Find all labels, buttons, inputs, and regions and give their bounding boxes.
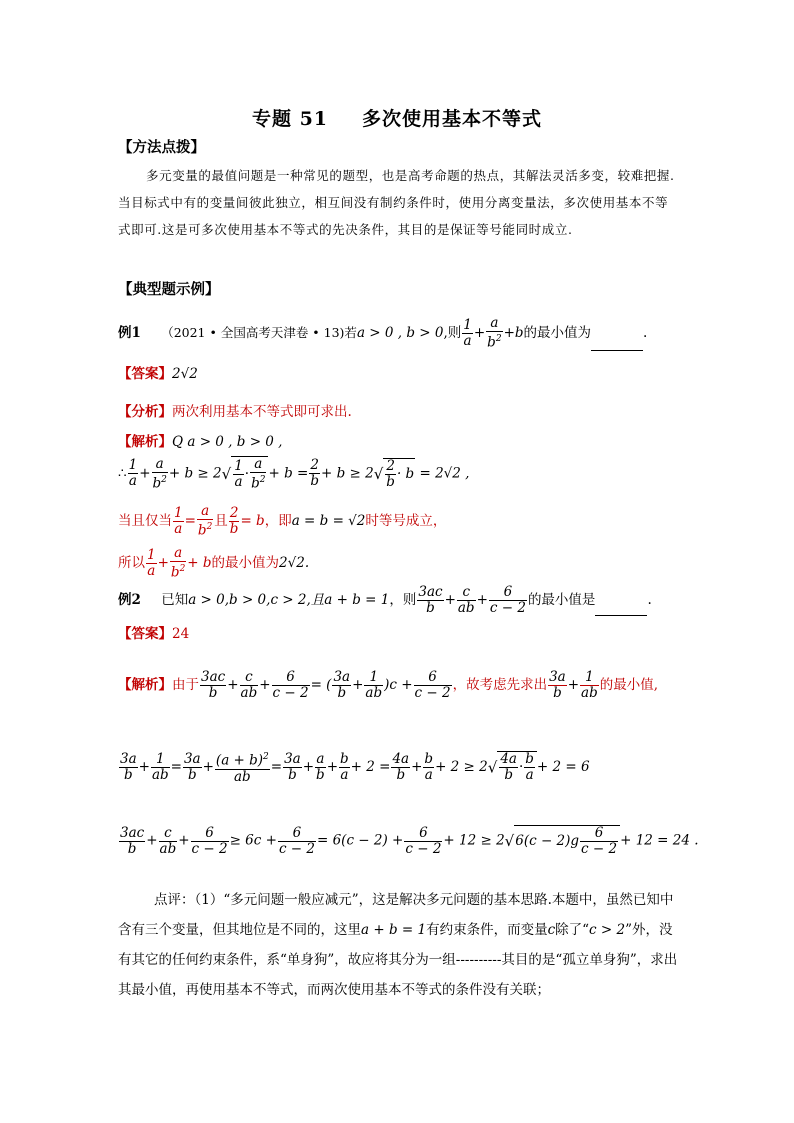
topic-number: 专题 51 [251,108,329,130]
example2-formula-2: $\frac{3ac}{b}$ + $\frac{c}{ab}$ + $\frac{6}{c - 2}$ ≥ 6c + $\frac{6}{c - 2}$ = 6(c − 2) + $\frac{6}{c - 2}$ + 12 ≥ 2√6(c − 2)g $\frac{6}{c - 2}$ + 12 = 24 . [120,824,699,857]
example1-question: 例1 （2021 • 全国高考天津卷 • 13)若a > 0 , b > 0,则 $\frac{1}{a}$ + $\frac{a}{b^2}$ +b的最小值为 . [118,315,648,351]
example2-tail: 的最小值是 [527,592,596,608]
solution-middle: ，故考虑先求出 [452,677,548,693]
comment-mid2: 除了“ [555,922,590,938]
equality-tail: 时等号成立， [365,512,447,529]
method-text: 多元变量的最值问题是一种常见的题型，也是高考命题的热点，其解法灵活多变，较难把握.当目标式中有的变量间彼此独立，相互间没有制约条件时，使用分离变量法，多次使用基本不等式即可.这是可多次使用基本不等式的先决条件，其目的是保证等号能同时成立. [118,168,675,237]
equality-ie: ，即 [264,512,292,529]
example1-analysis [118,400,352,420]
fraction: $\frac{a}{b^2}$ [487,315,502,351]
example1-tail: 的最小值为 [523,324,592,341]
example1-result: 所以 $\frac{1}{a}$ + $\frac{a}{b^2}$ + b的最小值为2√2. [118,545,310,581]
example1-solution [118,430,282,450]
solution-tail: 的最小值, [599,677,659,693]
example2-pre: 已知 [161,592,189,608]
equality-and: 且 [214,512,228,529]
example1-analysis-text: 两次利用基本不等式即可求出. [172,404,352,420]
example2-formula-1: $\frac{3a}{b}$ + $\frac{1}{ab}$ = $\frac{3a}{b}$ + $\frac{(a + b)^2}{ab}$ = $\frac{3a}{b}$ + $\frac{a}{b}$ + $\frac{b}{a}$ + 2 = $\frac{4a}{b}$ + $\frac{b}{a}$ + 2 ≥ 2√ $\frac{4a}{b}$ · $\frac{b}{a}$ + 2 = 6 [120,750,590,785]
analysis-tag: 【分析】 [118,404,172,420]
example2-question: 例2 已知a > 0,b > 0,c > 2,且a + b = 1，则 $\frac{3ac}{b}$ + $\frac{c}{ab}$ + $\frac{6}{c - 2}$ 的最小值是 . [118,584,652,616]
example2-answer [118,622,189,642]
example2-label: 例2 [118,592,141,608]
comment-lead: 点评：（1）“多元问题一般应减元”，这是解决多元问题的基本思路.本题中，虽然已知中含有三个变量，但其地位是不同的，这里 [118,892,674,938]
solution-tag: 【解析】 [118,434,172,450]
result-prefix: 所以 [118,554,145,571]
topic-title: 多次使用基本不等式 [362,108,543,130]
method-heading: 【方法点拨】 [118,139,205,156]
comment-cond1: a + b = 1 [361,922,427,938]
page-title [0,104,794,131]
comment-var: c [547,922,556,938]
example2-condition: a > 0,b > 0,c > 2,且a + b = 1 [188,592,390,608]
example1-label: 例1 [118,324,141,341]
answer-tag: 【答案】 [118,626,172,642]
answer-blank [591,336,643,351]
example1-condition: a > 0 , b > 0 [356,324,444,341]
answer-tag: 【答案】 [118,366,172,382]
example1-source: （2021 • 全国高考天津卷 • 13)若 [161,324,357,340]
fraction: $\frac{1}{a}$ [463,316,472,349]
example1-solution-line1: Q a > 0 , b > 0 , [172,434,283,450]
result-value: 2√2. [279,554,310,571]
example2-answer-value: 24 [172,626,190,642]
solution-prefix: 由于 [172,677,199,693]
examples-heading: 【典型题示例】 [118,281,220,298]
example1-answer [118,362,198,382]
comment-paragraph [118,885,678,1005]
example1-answer-value: 2√2 [172,366,198,382]
solution-tag: 【解析】 [118,677,172,693]
method-paragraph [118,162,678,243]
equality-when: 当且仅当 [118,512,172,529]
example2-then: ，则 [389,592,417,608]
example1-then: ,则 [443,324,462,341]
comment-cond2: c > 2 [589,922,626,938]
comment-mid1: 有约束条件，而变量 [426,922,548,938]
example1-equality: 当且仅当 $\frac{1}{a}$ = $\frac{a}{b^2}$ 且 $\frac{2}{b}$ = b，即a = b = √2时等号成立， [118,503,447,539]
example2-solution: 【解析】由于 $\frac{3ac}{b}$ + $\frac{c}{ab}$ + $\frac{6}{c - 2}$ = ( $\frac{3a}{b}$ + $\frac{1}{ab}$ )c + $\frac{6}{c - 2}$ ，故考虑先求出 $\frac{3a}{b}$ + $\frac{1}{ab}$ 的最小值, [118,669,659,701]
answer-blank [595,601,647,616]
result-middle: 的最小值为 [211,554,280,571]
comment-rest: ”外，没有其它的任何约束条件，系“单身狗”，故应将其分为一组----------其目的是“孤立单身狗”，求出其最小值，再使用基本不等式，而两次使用基本不等式的条件没有关联； [118,922,678,998]
equality-condition: a = b = √2 [291,512,366,529]
example1-formula-1: ∴ $\frac{1}{a}$ + $\frac{a}{b^2}$ + b ≥ 2√ $\frac{1}{a}$ · $\frac{a}{b^2}$ + b = $\frac{2}{b}$ + b ≥ 2√ $\frac{2}{b}$ · b = 2√2 , [118,455,470,492]
